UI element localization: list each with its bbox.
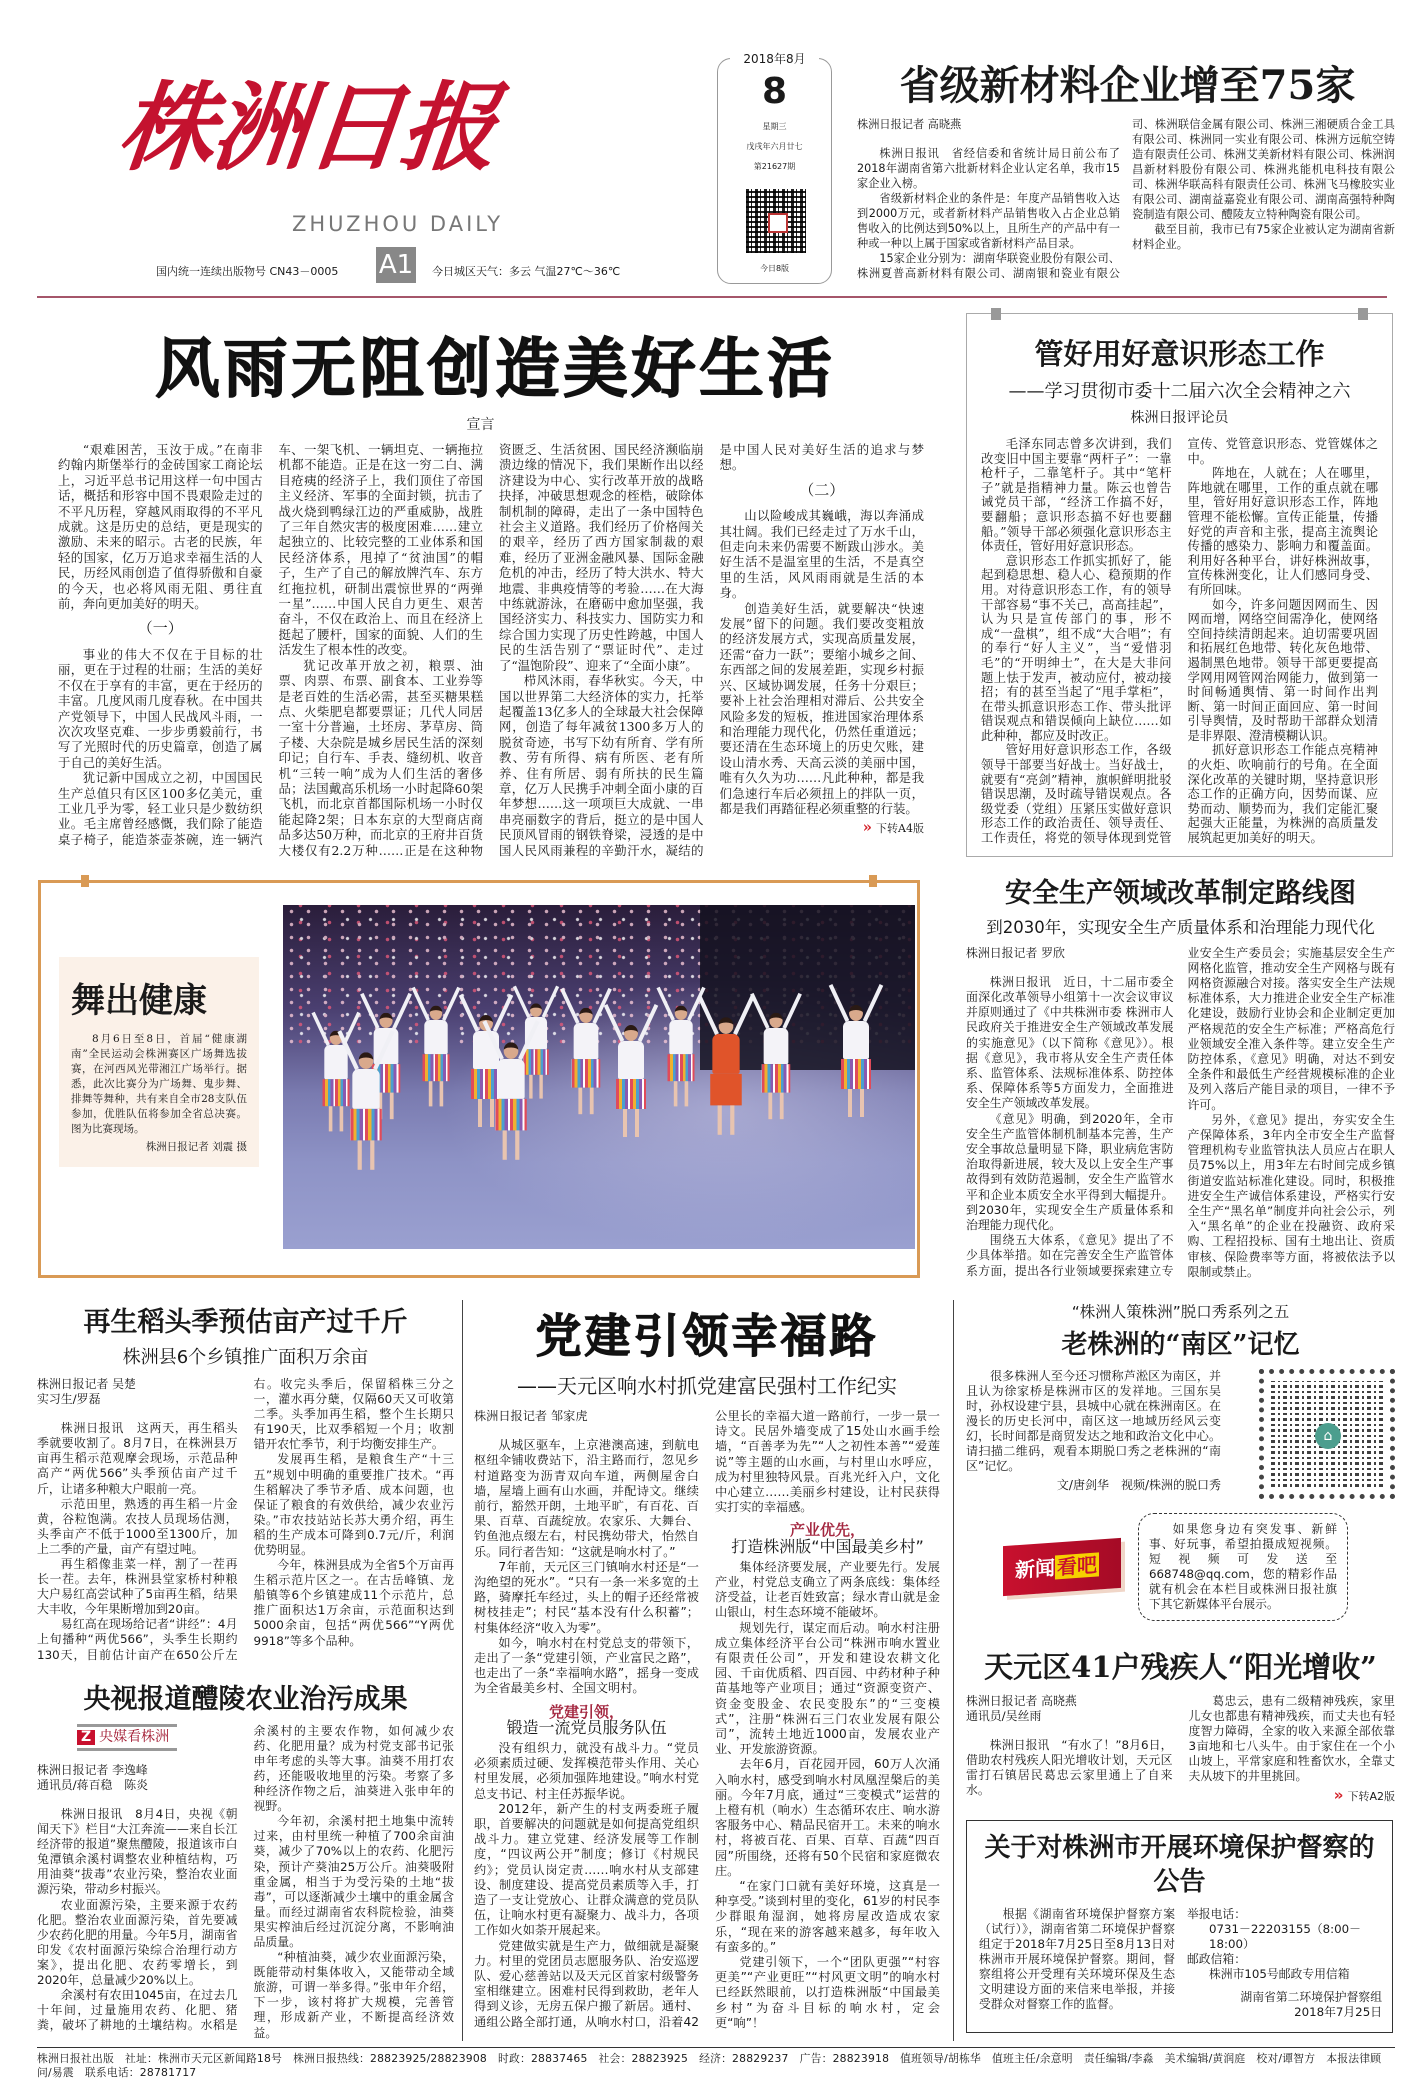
lead-author: 宣言 [466,417,495,433]
corner-decoration [991,308,1001,320]
paragraph: 株洲日报讯 “有水了！”8月6日，借助农村残疾人阳光增收计划，天元区雷打石镇居民葛忠云家里通上了自来水。 [966,1738,1173,1798]
paragraph: 犹记改革开放之初，粮票、油票、肉票、布票、副食本、工业券等是老百姓的生活必需，甚至买糖果糕点、火柴肥皂都要票证；几代人同居一室十分普遍，土坯房、茅草房、筒子楼、大杂院是城乡居民生活的深刻印记；自行车、手表、缝纫机、收音机“三转一响”成为人们生活的奢侈品；法国戴高乐机场一小时起降60架飞机，而北京首都国际机场一小时仅能起降2架；日本东京的大型商店商品多达50万种，而北京的王府井百货大楼仅有2.2万种……正是在这种物资匮乏、生活贫困、国民经济濒临崩溃边缘的情况下，我们果断作出以经济建设为中心、实行改革开放的战略抉择，冲破思想观念的桎梏，破除体制机制的障碍，走出了一条中国特色社会主义道路。我们经历了价格闯关的艰辛，经历了西方国家制裁的艰难，经历了亚洲金融风暴、国际金融危机的冲击，经历了特大洪水、特大地震、非典疫情等的考验……在大海中练就游泳，在磨砺中愈加坚强，我国经济实力、科技实力、国防实力和综合国力实现了历史性跨越，中国人民的生活告别了“票证时代”、走过了“温饱阶段”、迎来了“全面小康”。 [278,442,704,858]
paragraph: 易红高在现场给记者“讲经”：4月上旬播种“两优566”，头季生长期约130天，目前估计亩产在650公斤左右。收完头季后，保留稻株三分之一，灌水再分蘖，仅隔60天又可收第二季。头季加再生稻，整个生长期只有190天，比双季稻短一个月；收割错开农忙季节，利于均衡安排生产。 [37,1376,454,1662]
paragraph: 创造美好生活，就要解决“快速发展”留下的问题。我们要改变粗放的经济发展方式，实现高质量发展，还需“奋力一跃”；要缩小城乡之间、东西部之间的发展差距，实现乡村振兴、区域协调发展，任务十分艰巨；要补上社会治理相对滞后、公共安全风险多发的短板，推进国家治理体系和治理能力现代化，仍然任重道远；要还清在生态环境上的历史欠账，建设山清水秀、天高云淡的美丽中国，唯有久久为功……凡此种种，都是我们急速行车后必须扭上的拌队一页，都是我们再踏征程必须重整的行装。 [719,600,924,816]
paragraph: 省级新材料企业的条件是：年度产品销售收入达到2000万元，或者新材料产品销售收入占企业总销售收入的比例达到50%以上，且所生产的产品中有一种或一种以上属于国家或省新材料产品目录。 [857,192,1120,250]
commentary-byline: 株洲日报评论员 [1130,410,1229,426]
paragraph: 如今，响水村在村党总支的带领下，走出了一条“党建引领，产业富民之路”，也走出了一条“幸福响水路”，摇身一变成为全省最美乡村、全国文明村。 [474,1635,699,1696]
commentary-headline[interactable]: 管好用好意识形态工作 [1034,337,1325,371]
qr-code-icon[interactable] [746,189,806,253]
safety-headline[interactable]: 安全生产领域改革制定路线图 [1005,877,1356,909]
paragraph: 犹记新中国成立之初，中国国民生产总值只有区区100多亿美元，重工业几乎为零，轻工业只是少数纺织业。毛主席曾经感慨，我们除了能造桌子椅子，能造茶壶茶碗，连一辆汽车、一架飞机、一辆坦克、一辆拖拉机都不能造。正是在这一穷二白、满目疮痍的经济子上，我们顶住了帝国主义经济、军事的全面封锁，抗击了战火烧到鸭绿江边的严重威胁，战胜了三年自然灾害的极度困难……建立起独立的、比较完整的工业体系和国民经济体系，甩掉了“贫油国”的帽子，生产了自己的解放牌汽车、东方红拖拉机，研制出震惊世界的“两弹一星”……中国人民自力更生、艰苦奋斗，不仅在政治上、而且在经济上挺起了腰杆，国家的面貌、人们的生活发生了根本性的改变。 [58,442,483,847]
dancer-figure [424,1006,447,1107]
badge-label: 央媒看株洲 [99,1728,170,1745]
paragraph: 株洲日报讯 这两天，再生稻头季就要收割了。8月7日，在株洲县万亩再生稻示范观摩会现场，示范品种高产“两优566”头季预估亩产过千斤，让诸多种粮大户眼前一亮。 [37,1421,238,1496]
newspaper-logo: 株洲日报 [113,71,501,184]
dancer-figure [669,1006,692,1107]
paragraph: “艰难困苦，玉汝于成。”在南非约翰内斯堡举行的金砖国家工商论坛上，习近平总书记用这样一句中国古话，概括和形容中国不畏艰险走过的不平凡历程，穿越风雨取得的不平凡成就。这是历史的总结，更是现实的激励、未来的昭示。古老的民族，年轻的国家，亿万万追求幸福生活的人民，历经风雨创造了值得骄傲和自豪的今天，也必将风雨无阻、勇往直前，奔向更加美好的明天。 [58,442,263,612]
paragraph: 栉风沐雨，春华秋实。今天，中国以世界第二大经济体的实力，托举起覆盖13亿多人的全球最大社会保障网，创造了每年减贫1300多万人的脱贫奇迹，书写下幼有所育、学有所教、劳有所得、病有所医、老有所养、住有所居、弱有所扶的民生篇章，亿万人民携手冲刺全面小康的百年梦想……这一项项巨大成就、一串串亮丽数字的背后，挺立的是中国人民顶风冒雨的钢铁脊梁，浸透的是中国人民风雨兼程的辛勤汗水，凝结的是中国人民对美好生活的追求与梦想。 [499,442,924,858]
byline: 株洲日报记者 高晓燕 通讯员/吴丝雨 [966,1694,1077,1724]
paragraph: 如今，许多问题因网而生、因网而增，网络空间需净化，使网络空间持续清朗起来。迫切需要巩固和拓展红色地带、转化灰色地带、遏制黑色地带。领导干部更要提高学网用网管网治网能力，做到第一时间畅通舆情、第一时间作出判断、第一时间正面回应、第一时间引导舆情，及时帮助干部群众划清是非界限、澄清模糊认识。 [1187,597,1378,743]
paragraph: 党建引领下，一个“团队更强”“村容更美”“产业更旺”“村风更文明”的响水村已经跃然眼前，以打造株洲版“中国最美乡村”为奋斗目标的响水村，定会更“响”！ [715,1955,940,2030]
safety-subtitle: 到2030年，实现安全生产质量体系和治理能力现代化 [986,917,1375,937]
news-bar-bubble: 如果您身边有突发事、新鲜事、好玩事，希望拍摄成短视频。短视频可发送至668748@qq.com，您的精彩作品就有机会在本栏目或株洲日报社旗下其它新媒体平台展示。 [1138,1513,1348,1621]
dancer-figure [843,1005,869,1117]
news-bar-badge [1003,1538,1121,1596]
corner-decoration [1358,308,1368,320]
nanqu-credit: 文/唐剑华 视频/株洲的脱口秀 [1056,1478,1221,1493]
paragraph: 截至目前，我市已有75家企业被认定为湖南省新材料企业。 [1132,223,1395,251]
paragraph: 《意见》明确，到2020年，全市安全生产监管体制机制基本完善，生产安全事故总量明显下降，职业病危害防治取得新进展，较大及以上安全生产事故得到有效防范遏制，安全生产监管水平和企业本质安全水平得到大幅提升。到2030年，实现安全生产质量体系和治理能力现代化。 [966,1111,1174,1233]
nanqu-content [966,1369,1395,1499]
paragraph: 很多株洲人至今还习惯称芦淞区为南区，并且认为徐家桥是株洲市区的发祥地。三国东吴时，孙权设建宁县，县城中心就在株洲南区。在漫长的历史长河中，南区这一地域历经风云变幻，长时间都是商贸发达之地和政治文化中心。请扫描二维码，观看本期脱口秀之老株洲的“南区”记忆。 [966,1369,1221,1474]
notice-headline[interactable]: 关于对株洲市开展环境保护督察的公告 [984,1833,1375,1898]
paragraph: 山以险峻成其巍峨，海以奔涌成其壮阔。我们已经走过了万水千山，但走向未来仍需要不断跋山涉水。美好生活不是温室里的生活，不是真空里的生活，风风雨雨就是生活的本身。 [719,508,924,601]
section-subhead: 打造株洲版“中国最美乡村” [731,1536,924,1556]
photo-caption-box [59,957,259,1167]
paragraph: 7年前，天元区三门镇响水村还是“一沟绝望的死水”。“只有一条一米多宽的土路，骑摩托车经过，头上的帽子还经常被树枝挂走”；村民“基本没有什么积蓄”；村集体经济“收入为零”。 [474,1559,699,1635]
rice-headline[interactable]: 再生稻头季预估亩产过千斤 [83,1306,408,1338]
continued-on[interactable]: » 下转A2版 [1189,1788,1396,1804]
nanqu-body [966,1369,1221,1493]
party-subtitle: ——天元区响水村抓党建富民强村工作纪实 [517,1373,897,1398]
nanqu-kicker: “株洲人策株洲”脱口秀系列之五 [1071,1303,1290,1322]
dancer-figure [712,1017,739,1135]
paragraph: 围绕五大体系，《意见》提出了不少具体举措。如在完善安全生产监管体系方面，提出各行业领域要探索建立专业安全生产委员会；实施基层安全生产网格化监管，推动安全生产网格与既有网格资源融合对接。落实安全生产法规标准体系，大力推进企业安全生产标准化建设，鼓励行业协会和企业制定更加严格规范的安全生产标准；严格高危行业领域安全准入条件等。建立安全生产防控体系，《意见》明确，对达不到安全条件和最低生产经营规模标准的企业及列入落后产能目录的项目，一律不予许可。 [966,945,1395,1278]
byline: 株洲日报记者 李逸峰 通讯员/蒋百稳 陈炎 [37,1762,149,1792]
main-content [37,298,1395,2041]
left-area [37,298,954,2041]
photo-credit: 株洲日报记者 刘震 摄 [145,1140,247,1153]
photo-feature [38,880,920,1278]
top-story-headline[interactable]: 省级新材料企业增至75家 [899,62,1356,109]
paragraph: 阵地在，人就在；人在哪里，阵地就在哪里，工作的重点就在哪里，管好用好意识形态工作，阵地管理不能松懈。宣传正能量，传播好党的声音和主张，提高主流舆论传播的感染力、影响力和覆盖面。利用好各种平台，讲好株洲故事，宣传株洲变化，让人们感同身受、有所回味。 [1187,466,1378,597]
right-column [966,298,1395,2033]
masthead-brand [37,52,857,288]
byline: 株洲日报记者 吴楚 实习生/罗磊 [37,1376,136,1407]
paragraph: 再生稻像韭菜一样，割了一茬再长一茬。去年，株洲县堂家桥村种粮大户易红高尝试种了5亩再生稻，结果大丰收，今年果断增加到20亩。 [37,1557,238,1617]
paragraph: 15家企业分别为：湖南华联瓷业股份有限公司、株洲夏普高新材料有限公司、湖南银和瓷业有限公司、株洲联信金属有限公司、株洲三湘硬质合金工具有限公司、株洲同一实业有限公司、株洲方远航空铸造有限责任公司、株洲艾美新材料有限公司、株洲润昌新材料股份有限公司、株洲兆能机电科技有限公司、株洲华联高科有限责任公司、株洲飞马橡胶实业有限公司、湖南益嘉瓷业有限公司、湖南高强特种陶瓷制造有限公司、醴陵友立特种陶瓷有限公司。 [857,118,1395,280]
cctv-paragraphs [37,1724,454,2041]
byline: 株洲日报记者 罗欣 [966,945,1065,960]
dance-photo[interactable] [283,905,915,1249]
paragraph: 没有组织力，就没有战斗力。“党员必须素质过硬、发挥模范带头作用、关心村里发展，必须加强阵地建设。”响水村党总支书记、村主任苏振华说。 [474,1741,699,1801]
paragraph: 管好用好意识形态工作，各级领导干部要当好战士。当好战士，就要有“亮剑”精神，旗帜鲜明批驳错误思潮，及时疏导错误观点。各级党委（党组）压紧压实做好意识形态工作的政治责任、领导责任、工作责任，将党的领导体现到党管宣传、党管意识形态、党管媒体之中。 [981,437,1378,846]
section-subhead: 锻造一流党员服务队伍 [506,1717,667,1737]
date-day: 8 [761,71,788,112]
mail-label: 邮政信箱： [1187,1952,1246,1967]
section-kicker: 党建引领， [548,1702,624,1721]
news-bar [966,1513,1395,1621]
photo-title: 舞出健康 [71,980,207,1021]
paragraph: 今年，株洲县成为全省5个万亩再生稻示范片区之一。在古岳峰镇、龙船镇等6个乡镇建成11个示范片，总推广面积达1万余亩，示范面积达到5000余亩，包括“两优566”“Y两优9918”等多个品种。 [253,1558,454,1648]
top-story-body [857,117,1395,281]
paragraph: 余溪村有农田1045亩，在过去几十年间，过量施用农药、化肥、猪粪，破坏了耕地的土壤结构。水稻是余溪村的主要农作物，如何减少农药、化肥用量？成为村党支部书记张申年考虑的头等大事。油葵不用打农药，还能吸收地里的污染。考察了多种经济作物之后，油葵进入张申年的视野。 [37,1723,454,2033]
frame-tab [869,875,877,887]
paragraph: “在家门口就有美好环境，这真是一种享受。”谈到村里的变化，61岁的村民李少群眼角湿润，她将房屋改造成农家乐，“现在来的游客越来越多，每年收入有蛮多的。” [715,1879,940,1954]
weather: 今日城区天气：多云 气温27℃～36℃ [432,265,621,278]
commentary-body [981,437,1378,846]
paragraph: 党建做实就是生产力，做细就是凝聚力。村里的党团员志愿服务队、治安巡逻队、爱心慈善站以及天元区首家村级警务室相继建立。困难村民得到救助，老年人得到义诊，无房五保户搬了新居。通村、通组公路全部打通，从响水村口，沿着42公里长的幸福大道一路前行，一步一景一诗文。民居外墙变成了15处山水画手绘墙，“百善孝为先”“人之初性本善”“爱莲说”等主题的山水画，与村里山水呼应，成为村里独特风景。百兆光纤入户，文化中心建立……美丽乡村建设，让村民获得实打实的幸福感。 [474,1408,940,2029]
date-box [717,52,832,284]
notice-box [966,1820,1393,2033]
dancer-figure [352,1052,379,1170]
paragraph: 葛忠云，患有二级精神残疾，家里儿女也都患有精神残疾，而丈夫也有轻度智力障碍，全家的收入来源全部依靠3亩地和七八头牛。由于家住在一个小山坡上，平常家庭和牲畜饮水，全靠丈夫从坡下的井里挑回。 [1188,1694,1395,1784]
qr-code-icon[interactable] [1259,1369,1395,1499]
phone-label: 举报电话： [1187,1907,1246,1922]
lead-body [58,442,924,858]
badge-text: 新闻 [1015,1555,1055,1583]
pages-today: 今日8版 [759,264,790,273]
paragraph: 株洲日报讯 省经信委和省统计局日前公布了2018年湖南省第六批新材料企业认定名单，我市15家企业入榜。 [857,147,1120,190]
dancer-figure [525,1003,547,1098]
masthead [37,0,1395,288]
paragraph: 事业的伟大不仅在于目标的壮丽，更在于过程的壮丽；生活的美好不仅在于享有的丰富，更在于经历的丰富。几度风雨几度春秋。在中国共产党领导下，中国人民战风斗雨，一次次攻坚克难、一步步勇毅前行，书写了光照时代的历史篇章，创造了属于自己的美好生活。 [58,646,263,770]
notice-contacts [1187,1907,1382,2020]
safety-body [966,946,1395,1280]
commentary-box [966,313,1393,857]
party-headline[interactable]: 党建引领幸福路 [535,1308,879,1363]
phone-number[interactable]: 0731－22203155（8:00－18:00） [1209,1922,1361,1952]
lead-headline[interactable]: 风雨无阻创造美好生活 [155,333,836,407]
notice-text: 根据《湖南省环境保护督察方案（试行）》，湖南省第二环境保护督察组定于2018年7月25日至8月13日对株洲市开展环境保护督察。期间，督察组将公开受理有关环境环保及生态文明建设方面的来信来电举报，并接受群众对督察工作的监督。 [979,1907,1175,2012]
paragraph: 株洲日报讯 8月4日，央视《朝闻天下》栏目“大江奔流——来自长江经济带的报道”聚焦醴陵，报道该市白兔潭镇余溪村调整农业种植结构，巧用油葵“拔毒”农业污染，整治农业面源污染，带动乡村振兴。 [37,1806,238,1897]
nanqu-headline[interactable]: 老株洲的“南区”记忆 [1061,1330,1300,1361]
paragraph: 农业面源污染，主要来源于农药化肥。整治农业面源污染，首先要减少农药化肥的用量。今年5月，湖南省印发《农村面源污染综合治理行动方案》，提出化肥、农药零增长，到2020年，总量减少20%以上。 [37,1897,238,1987]
paragraph: 意识形态工作抓实抓好了，能起到稳思想、稳人心、稳预期的作用。对待意识形态工作，有的领导干部容易“事不关己，高高挂起”，认为只是宣传部门的事，形不成“一盘棋”，组不成“大合唱”；有的奉行“好人主义”，当“爱惜羽毛”的“开明绅士”，在大是大非问题上怯于发声，被动应付，被动接招；有的甚至当起了“甩手掌柜”，在带头抓意识形态工作、带头批评错误观点和错误倾向上缺位……如此种种，都应及时改正。 [981,553,1172,743]
byline: 株洲日报记者 邹家虎 [474,1408,588,1423]
paragraph: 从城区驱车，上京港澳高速，到航电枢纽伞铺收费站下，沿主路而行，忽见乡村道路变为沥青双向车道，两侧屋舍白墙，屋墙上画有山水画，并配诗文。继续前行，豁然开朗，土地平旷，有百花、百果、百草、百蔬绽放。农家乐、大舞台、钓鱼池点缀左右，村民携幼带犬，怡然自乐。同行者告知：“这就是响水村了。” [474,1438,699,1559]
paragraph: 去年6月，百花园开园，60万人次涌入响水村，感受到响水村凤凰涅槃后的美丽。今年7月底，通过“三变模式”运营的上橙有机（响水）生态循环农庄、响水游客服务中心、精品民宿开工。未来的响水村，将被百花、百果、百草、百蔬“四百园”所围绕，还将有50个民宿和家庭微农庄。 [715,1757,940,1878]
notice-content [979,1907,1380,2020]
cctv-body [37,1724,454,2041]
dancer-figure [618,1025,644,1137]
lower-middle-column [463,1300,954,2041]
paragraph: 规划先行，谋定而后动。响水村注册成立集体经济平台公司“株洲市响水置业有限责任公司”，开发和建设农耕文化园、千亩优质稻、四百园、中药材种子种苗基地等产业项目；通过“资源变资产、资金变股金、农民变股东”的“三变模式”，注册“株洲石三门农业发展有限公司”，流转土地近1000亩，发展农业产业、开发旅游资源。 [715,1620,940,1757]
dancer-figure [574,1008,599,1114]
dancer-figure [497,1042,524,1160]
badge-letter: Z [77,1730,95,1745]
tianyuan-headline[interactable]: 天元区41户残疾人“阳光增收” [984,1650,1377,1685]
weekday: 星期三 [762,122,787,131]
section-kicker: 产业优先， [789,1521,865,1540]
date-year-month: 2018年8月 [730,50,819,67]
lower-articles [37,1300,954,2041]
badge-highlight: 看吧 [1057,1552,1097,1580]
dancer-figure [764,1013,789,1119]
commentary-subtitle: ——学习贯彻市委十二届六次全会精神之六 [1008,381,1351,402]
tianyuan-body [966,1694,1395,1804]
paragraph: 抓好意识形态工作能点亮精神的火炬、吹响前行的号角。在全面深化改革的关键时期，坚持意识形态工作的正确方向，因势而谋、应势而动、顺势而为，我们定能汇聚起强大正能量，为株洲的高质量发展筑起更加美好的明天。 [1187,743,1378,846]
paragraph: 集体经济要发展，产业要先行。发展产业，村党总支确立了两条底线：集体经济受益，让老百姓致富；绿水青山就是金山银山，村生态环境不能破坏。 [715,1559,940,1620]
paragraph: 示范田里，熟透的再生稻一片金黄，谷粒饱满。农技人员现场估测，头季亩产不低于1000至1300斤，加上二季的产量，亩产有望过吨。 [37,1496,238,1556]
photo-caption: 8月6日至8日，首届“健康湖南”全民运动会株洲赛区广场舞选拔赛，在河西风光带湘江广场举行。据悉，此次比赛分为广场舞、鬼步舞、排舞等舞种，共有来自全市28支队伍参加，优胜队伍将参加全省总决赛。图为比赛现场。 [71,1032,247,1135]
lower-left-column [37,1300,463,2041]
paragraph: 2012年，新产生的村支两委班子履职，首要解决的问题就是如何提高党组织战斗力。建立党建、经济发展等工作制度，“四议两公开”制度；修订《村规民约》；党员认岗定责……响水村从支部建设、制度建设、提高党员素质等入手，打造了一支让党放心、让群众满意的党员队伍，让响水村更有凝聚力、战斗力，各项工作如火如荼开展起来。 [474,1801,699,1938]
paragraph: 发展再生稻，是粮食生产“十三五”规划中明确的重要推广技术。“再生稻解决了季节矛盾、成本问题，也保证了粮食的有效供给，减少农业污染。”市农技站站长苏大勇介绍，再生稻的生产成本可降到0.7元/斤，利润优势明显。 [253,1452,454,1557]
mailbox: 株洲市105号邮政专用信箱 [1209,1967,1350,1982]
issue-number: 第21627期 [753,162,796,171]
footer-info: 株洲日报社出版 社址：株洲市天元区新闻路18号 株洲日报热线：28823925/28823908 时政：28837465 社会：28823925 经济：28829237 广告：28823918 值班领导/胡栋华 值班主任/余意明 责任编辑/李淼 美术编辑/黄润庭 校对/谭智方 本报法律顾问/易震 联系电话：28781717 [37,2047,1395,2080]
paragraph: 今年初，余溪村把土地集中流转过来，由村里统一种植了700余亩油葵，减少了70%以上的农药、化肥污染，预计产葵油25万公斤。油葵吸附重金属，相当于为受污染的土地“拔毒”，可以逐渐减少土壤中的重金属含量。而经过湖南省农科院检验，油葵果实榨油后经过沉淀分离，不影响油品质量。 [253,1814,454,1949]
rice-subtitle: 株洲县6个乡镇推广面积万余亩 [122,1346,369,1368]
paragraph: “种植油葵，减少农业面源污染，既能带动村集体收入，又能带动全域旅游，可谓一举多得。”张申年介绍，下一步，该村将扩大规模，完善管理，形成新产业，不断提高经济效益。 [253,1950,454,2040]
frame-tab [81,875,89,887]
paragraph: 另外，《意见》提出，夯实安全生产保障体系，3年内全市安全生产监督管理机构专业监管执法人员应占在职人员75%以上，用3年左右时间完成乡镇街道安监站标准化建设。同时，积极推进安全生产诚信体系建设，严格实行安全生产“黑名单”制度并向社会公示，列入“黑名单”的企业在投融资、政府采购、工程招投标、国有土地出让、资质审核、保险费率等方面，将被依法予以限制或禁止。 [1187,1112,1395,1279]
section-number: （二） [799,480,845,499]
section-number: （一） [137,619,183,638]
paragraph: 株洲日报讯 近日，十二届市委全面深化改革领导小组第十一次会议审议并原则通过了《中共株洲市委 株洲市人民政府关于推进安全生产领域改革发展的实施意见》（以下简称《意见》）。根据《意见》，我市将从安全生产责任体系、监管体系、法规标准体系、防控体系、保障体系等5方面发力，全面推进安全生产领域改革发展。 [966,974,1174,1111]
continued-on[interactable]: » 下转A4版 [720,820,925,836]
rice-body [37,1377,454,1663]
column-badge [77,1724,177,1751]
publication-number: 国内统一连续出版物号 CN43－0005 [156,265,339,278]
notice-date: 2018年7月25日 [1294,2005,1382,2020]
notice-signer: 湖南省第二环境保护督察组 [1240,1990,1382,2005]
party-body [474,1409,940,2031]
byline: 株洲日报记者 高晓燕 [857,118,962,131]
home-icon: ⌂ [1315,1423,1341,1449]
top-story [857,52,1395,288]
paragraph: 毛泽东同志曾多次讲到，我们改变旧中国主要靠“两杆子”：一靠枪杆子，二靠笔杆子。其中“笔杆子”就是指精神力量。陈云也曾告诫党员干部，“经济工作搞不好，要翻船；意识形态搞不好也要翻船。”领导干部必须强化意识形态主体责任，管好用好意识形态。 [981,437,1172,554]
newspaper-english-name: ZHUZHOU DAILY [292,212,504,236]
cctv-headline[interactable]: 央视报道醴陵农业治污成果 [83,1683,408,1715]
lunar-date: 戊戌年六月廿七 [746,142,803,151]
page-number: A1 [376,247,416,283]
